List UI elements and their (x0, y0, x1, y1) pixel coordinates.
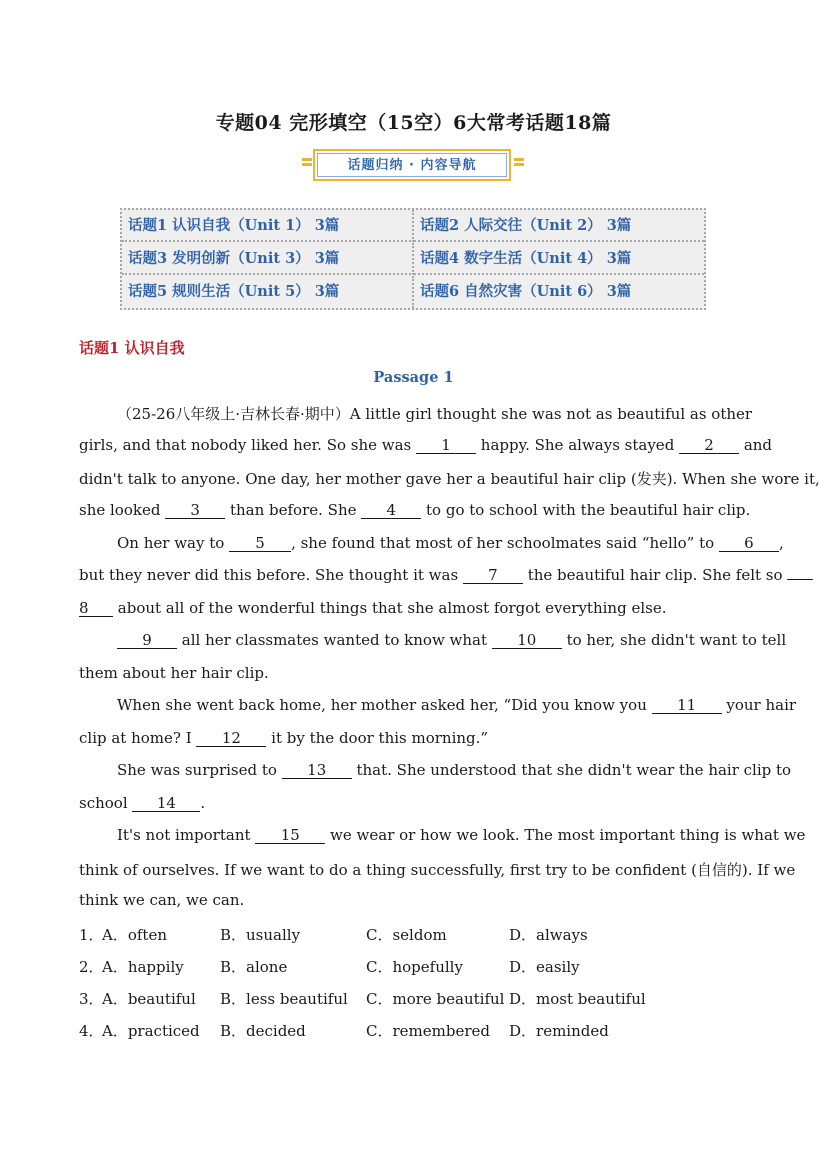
text-line: When she went back home, her mother asked her, “Did you know you 11 your hair (117, 696, 797, 714)
text-line: them about her hair clip. (79, 664, 269, 682)
topic-cell: 话题3 发明创新（Unit 3） 3篇 (122, 243, 414, 275)
text-line: think we can, we can. (79, 891, 245, 909)
text-line: 8 about all of the wonderful things that she almost forgot everything else. (79, 599, 667, 617)
passage-title: Passage 1 (373, 369, 454, 386)
option-d: D．most beautiful (509, 990, 646, 1008)
banner-right-bars-icon (514, 158, 524, 172)
option-d: D．easily (509, 958, 580, 976)
section-heading: 话题1 认识自我 (79, 339, 185, 357)
topic-cell: 话题6 自然灾害（Unit 6） 3篇 (420, 283, 632, 300)
text-line: 9 all her classmates wanted to know what 10 to her, she didn't want to tell (117, 631, 786, 649)
option-c: C．remembered (366, 1022, 490, 1040)
topic-cell: 话题5 规则生活（Unit 5） 3篇 (122, 276, 414, 308)
option-a: A．beautiful (102, 990, 196, 1008)
question-number: 4． (79, 1022, 104, 1040)
option-c: C．more beautiful (366, 990, 505, 1008)
text-line: think of ourselves. If we want to do a thing successfully, first try to be confident (自信的). If we (79, 861, 796, 879)
topic-cell: 话题4 数字生活（Unit 4） 3篇 (414, 243, 704, 275)
topic-navigation-banner (302, 149, 524, 183)
option-b: B．alone (220, 958, 288, 976)
text-line: （25-26八年级上·吉林长春·期中）A little girl thought she was not as beautiful as other (117, 405, 753, 423)
text-line: school 14 . (79, 794, 206, 812)
option-d: D．always (509, 926, 588, 944)
topic-table (120, 208, 706, 310)
blank-6: 6 (719, 535, 779, 552)
blank-8-start (787, 579, 813, 580)
blank-8: 8 (79, 600, 113, 617)
banner-left-bars-icon (302, 158, 312, 172)
blank-2: 2 (679, 437, 739, 454)
blank-1: 1 (416, 437, 476, 454)
option-c: C．hopefully (366, 958, 463, 976)
option-b: B．decided (220, 1022, 306, 1040)
blank-15: 15 (255, 827, 325, 844)
text-line: On her way to 5 , she found that most of her schoolmates said “hello” to 6 , (117, 534, 784, 552)
text-line: clip at home? I 12 it by the door this morning.” (79, 729, 489, 747)
topic-cell: 话题2 人际交往（Unit 2） 3篇 (414, 210, 704, 242)
question-number: 2． (79, 958, 104, 976)
text-line: but they never did this before. She thought it was 7 the beautiful hair clip. She felt so (79, 566, 813, 584)
banner-label: 话题归纳 · 内容导航 (317, 153, 507, 177)
blank-10: 10 (492, 632, 562, 649)
blank-4: 4 (361, 502, 421, 519)
blank-5: 5 (229, 535, 291, 552)
text-line: She was surprised to 13 that. She understood that she didn't wear the hair clip to (117, 761, 792, 779)
option-b: B．less beautiful (220, 990, 348, 1008)
blank-3: 3 (165, 502, 225, 519)
blank-13: 13 (282, 762, 352, 779)
page-title: 专题04 完形填空（15空）6大常考话题18篇 (215, 112, 612, 134)
blank-14: 14 (132, 795, 200, 812)
option-b: B．usually (220, 926, 301, 944)
text-line: It's not important 15 we wear or how we look. The most important thing is what we (117, 826, 806, 844)
option-d: D．reminded (509, 1022, 609, 1040)
text-line: girls, and that nobody liked her. So she was 1 happy. She always stayed 2 and (79, 436, 773, 454)
option-a: A．often (102, 926, 167, 944)
topic-cell: 话题1 认识自我（Unit 1） 3篇 (122, 210, 414, 242)
blank-12: 12 (196, 730, 266, 747)
blank-11: 11 (652, 697, 722, 714)
question-number: 3． (79, 990, 104, 1008)
blank-9: 9 (117, 632, 177, 649)
text-line: she looked 3 than before. She 4 to go to school with the beautiful hair clip. (79, 501, 751, 519)
blank-7: 7 (463, 567, 523, 584)
question-number: 1． (79, 926, 104, 944)
text-line: didn't talk to anyone. One day, her mother gave her a beautiful hair clip (发夹). When she wore it, (79, 470, 820, 488)
option-a: A．practiced (102, 1022, 200, 1040)
option-c: C．seldom (366, 926, 447, 944)
option-a: A．happily (102, 958, 184, 976)
